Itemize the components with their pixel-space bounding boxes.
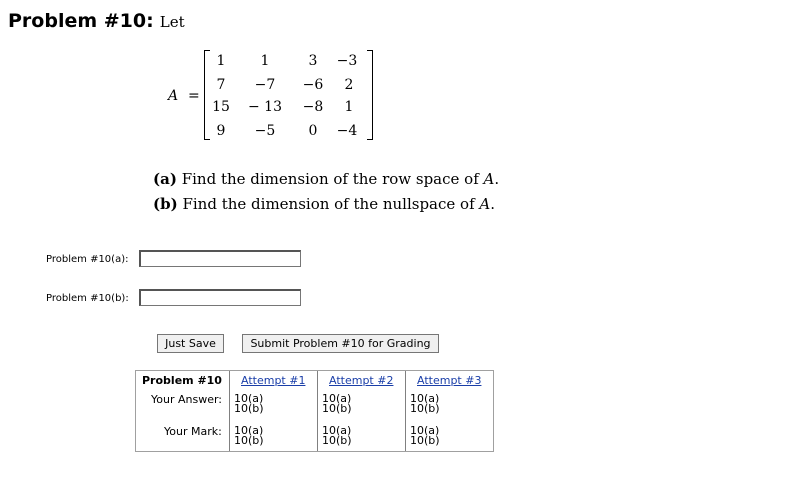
- question-part-label: (b): [153, 195, 178, 213]
- part-a-label: 10(a): [410, 392, 440, 405]
- question-text: Find the dimension of the nullspace of: [182, 195, 475, 213]
- answer-a-label: Problem #10(a):: [46, 254, 129, 265]
- attempt-2-mark: [322, 426, 352, 446]
- matrix-cell: −5: [254, 123, 276, 139]
- matrix-cell: −7: [254, 77, 276, 93]
- part-b-label: 10(b): [234, 434, 264, 447]
- problem-title-heading: Problem #10:: [8, 10, 154, 32]
- answer-b-input[interactable]: [139, 289, 301, 306]
- matrix-equals: =: [188, 88, 200, 104]
- part-b-label: 10(b): [322, 402, 352, 415]
- attempt-link-1[interactable]: Attempt #1: [241, 374, 306, 387]
- question-var: A: [483, 170, 495, 188]
- table-divider: [229, 371, 230, 451]
- attempt-1-mark: [234, 426, 264, 446]
- matrix-cell: − 13: [248, 99, 282, 115]
- question-end: .: [490, 195, 496, 213]
- matrix-cell: −4: [336, 123, 358, 139]
- matrix-cell: 7: [216, 77, 226, 93]
- attempt-1-answer: [234, 394, 264, 414]
- matrix-cell: 0: [308, 123, 318, 139]
- attempt-3-answer: [410, 394, 440, 414]
- part-a-label: 10(a): [234, 392, 264, 405]
- matrix-cell: −6: [302, 77, 324, 93]
- problem-title: [8, 10, 185, 32]
- matrix-cell: 1: [216, 53, 226, 69]
- history-header: Problem #10: [142, 374, 222, 387]
- matrix-right-bracket: [367, 50, 373, 140]
- problem-intro: Let: [159, 13, 185, 31]
- matrix-cell: −8: [302, 99, 324, 115]
- answer-a-input[interactable]: [139, 250, 301, 267]
- question-text: Find the dimension of the row space of: [181, 170, 479, 188]
- question-b: [153, 195, 495, 213]
- matrix-cell: −3: [336, 53, 358, 69]
- attempt-link-3[interactable]: Attempt #3: [417, 374, 482, 387]
- attempt-3-mark: [410, 426, 440, 446]
- attempt-link-2[interactable]: Attempt #2: [329, 374, 394, 387]
- part-a-label: 10(a): [322, 392, 352, 405]
- attempt-history-table: [135, 370, 494, 452]
- part-a-label: 10(a): [410, 424, 440, 437]
- matrix-cell: 9: [216, 123, 226, 139]
- matrix-cell: 1: [344, 99, 354, 115]
- attempt-2-answer: [322, 394, 352, 414]
- part-b-label: 10(b): [234, 402, 264, 415]
- matrix-cell: 2: [344, 77, 354, 93]
- part-b-label: 10(b): [322, 434, 352, 447]
- part-b-label: 10(b): [410, 402, 440, 415]
- table-divider: [317, 371, 318, 451]
- just-save-button[interactable]: Just Save: [157, 334, 224, 353]
- matrix-cell: 15: [212, 99, 230, 115]
- question-a: [153, 170, 499, 188]
- matrix-cell: 3: [308, 53, 318, 69]
- submit-grading-button[interactable]: Submit Problem #10 for Grading: [242, 334, 439, 353]
- answer-b-label: Problem #10(b):: [46, 293, 129, 304]
- part-a-label: 10(a): [322, 424, 352, 437]
- matrix-name: A: [168, 88, 179, 104]
- question-end: .: [494, 170, 500, 188]
- question-part-label: (a): [153, 170, 177, 188]
- matrix-cell: 1: [260, 53, 270, 69]
- your-answer-label: Your Answer:: [151, 393, 223, 406]
- part-a-label: 10(a): [234, 424, 264, 437]
- your-mark-label: Your Mark:: [164, 425, 222, 438]
- table-divider: [405, 371, 406, 451]
- question-var: A: [479, 195, 491, 213]
- part-b-label: 10(b): [410, 434, 440, 447]
